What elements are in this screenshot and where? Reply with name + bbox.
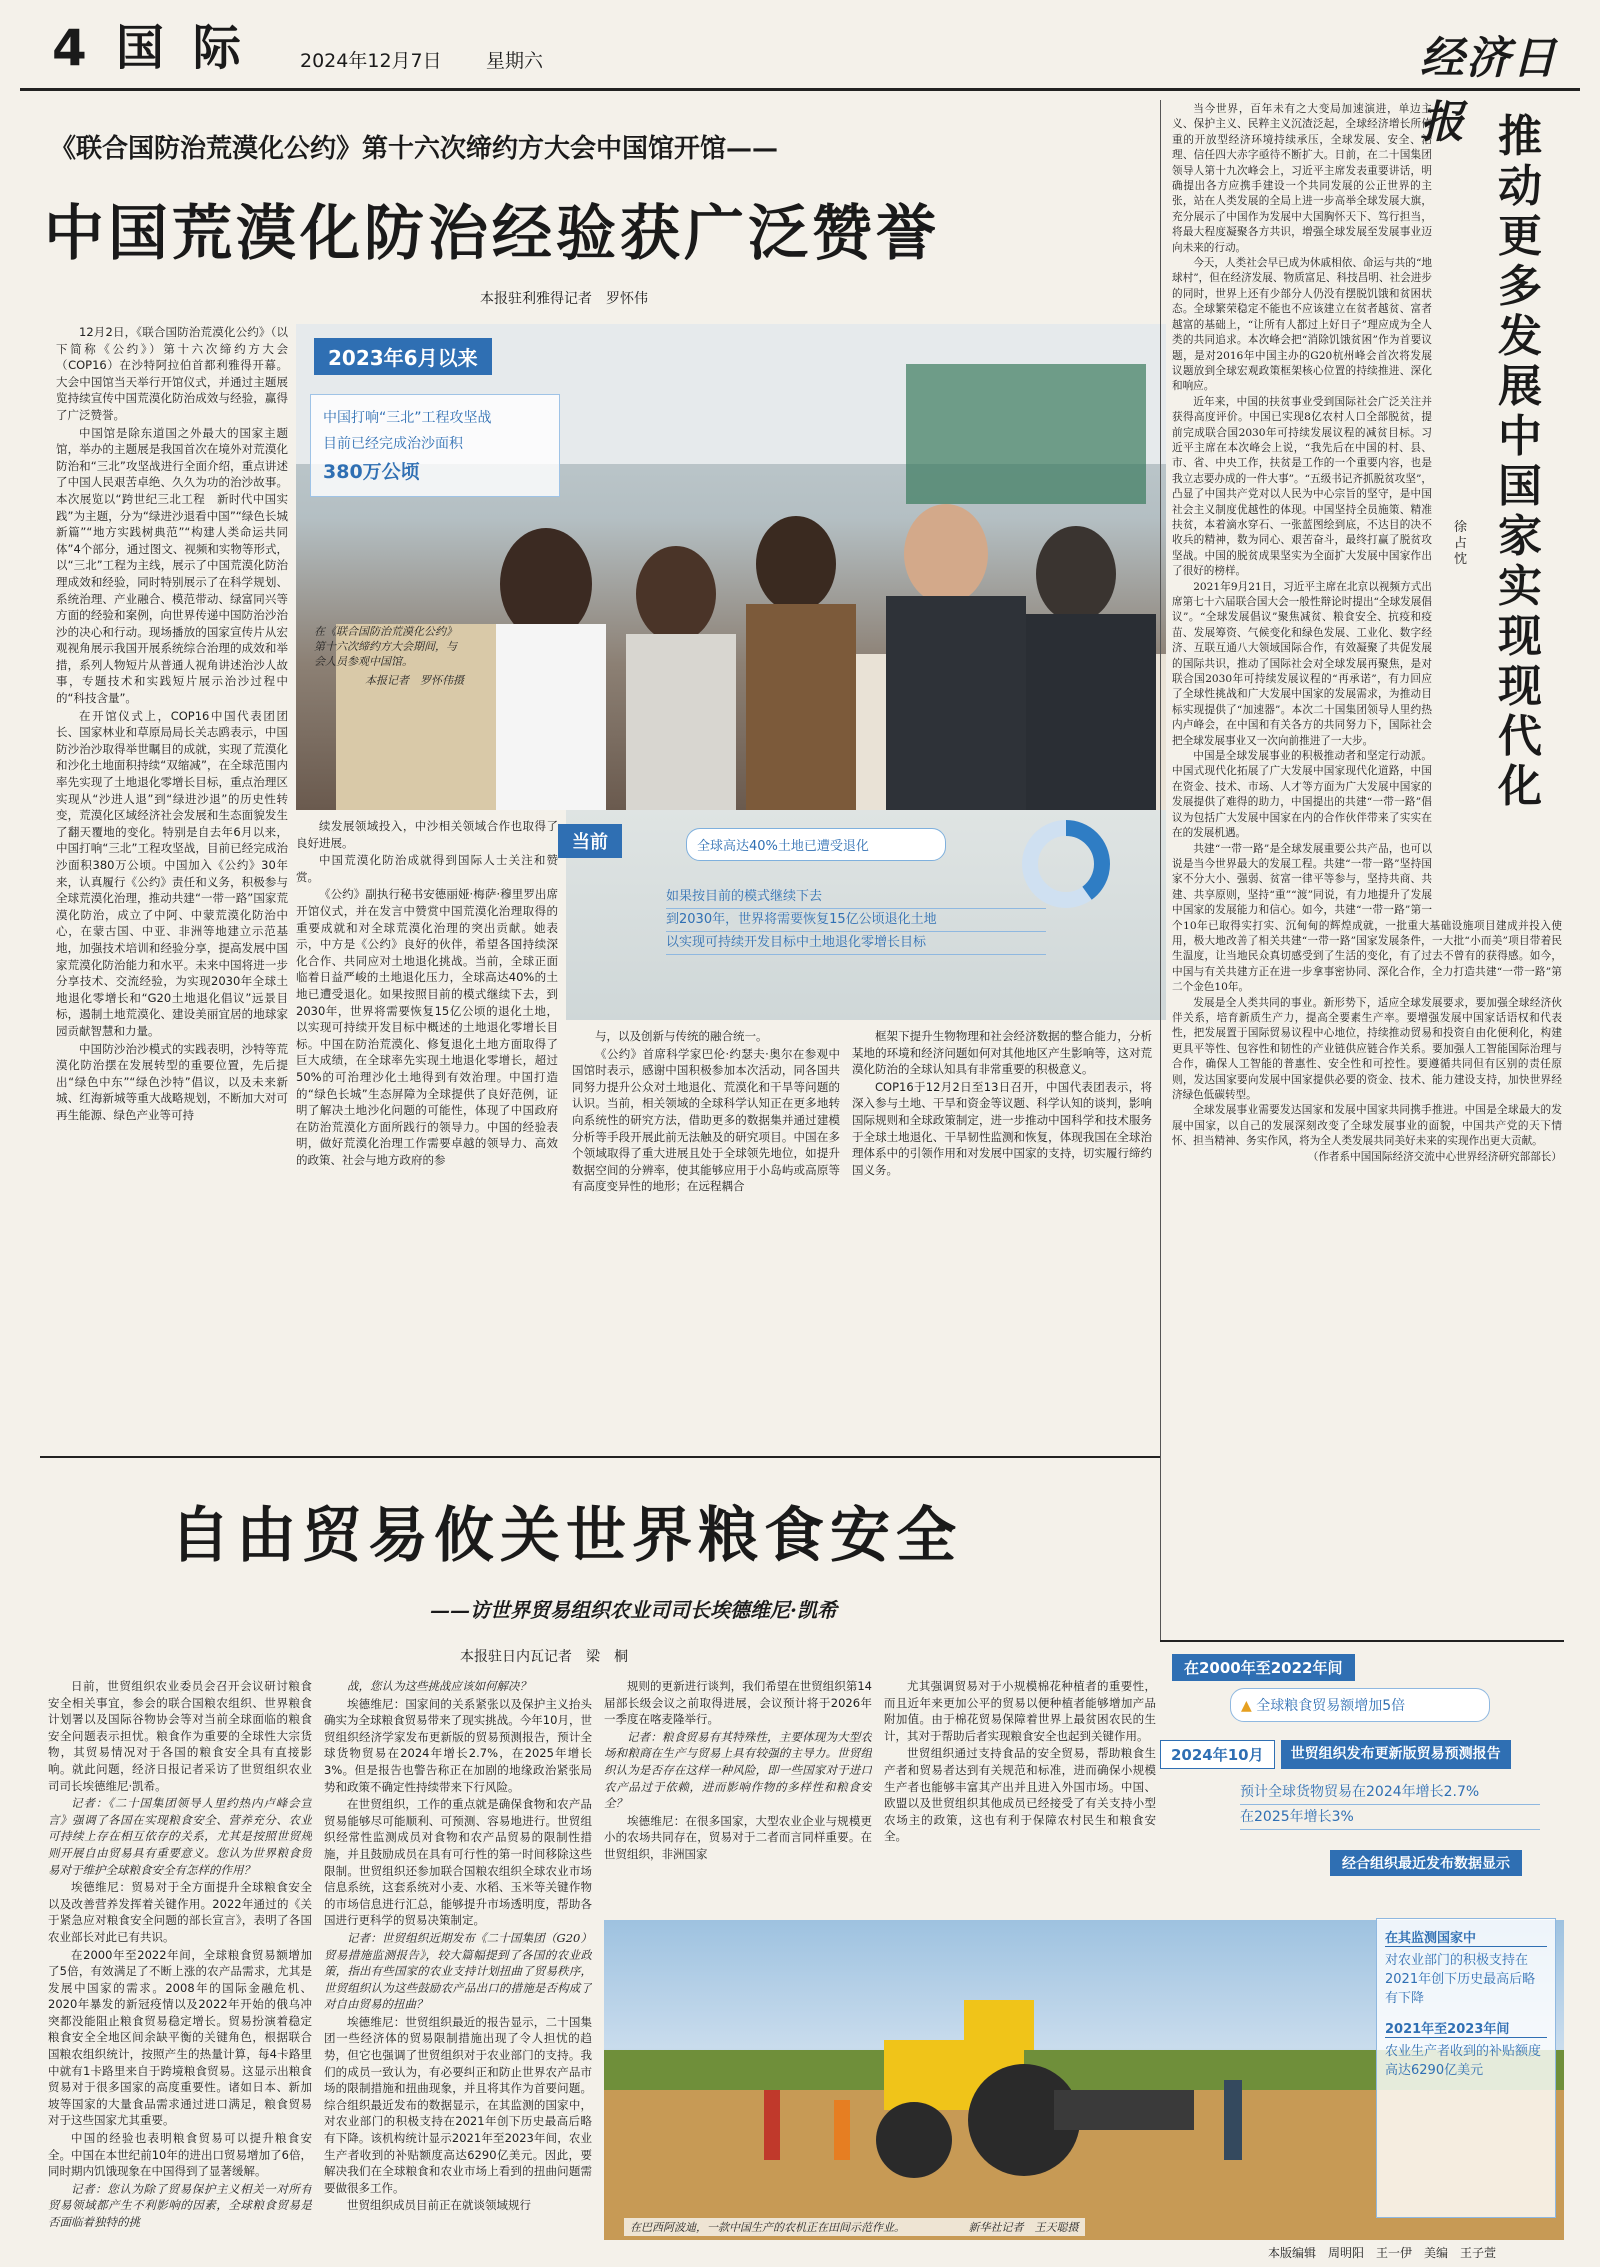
sidebar-author-note: （作者系中国国际经济交流中心世界经济研究部部长） [1307, 1150, 1562, 1163]
sidebar-p3: 近年来，中国的扶贫事业受到国际社会广泛关注并获得高度评价。中国已实现8亿农村人口全部脱贫，提前完成联合国2030年可持续发展议程的减贫目标。习近平主席在本次峰会上说，“我先后在中国的村、县、市、省、中央工作，扶贫是工作的一个重要内容，也是我立志要办成的一件大事”。“五级书记齐抓脱贫攻坚”，凸显了中国共产党对以人民为中心宗旨的坚守，是中国社会主义制度优越性的体现。中国坚持全员施策、精准扶贫，本着滴水穿石、一张蓝图绘到底，不达目的决不收兵的精神，数为同心、艰苦奋斗，最终打赢了脱贫攻坚战。中国的脱贫成果坚实为全面扩大发展中国家作出了很好的榜样。 [1172, 395, 1432, 578]
sidebar-p5: 中国是全球发展事业的积极推动者和坚定行动派。中国式现代化拓展了广大发展中国家现代化道路，中国在资金、技术、市场、人才等方面为广大发展中国家的发展提供了难得的助力，中国提出的共建“一带一路”倡议为包括广大发展中国家在内的合作伙伴带来了实实在在的发展机遇。 [1172, 750, 1432, 840]
paper-logo: 经济日报 [1420, 33, 1558, 148]
article2-column-1 [48, 1678, 312, 2246]
sidebar-body [1172, 102, 1562, 1638]
article2-byline: 本报驻日内瓦记者 梁 桐 [460, 1649, 628, 1665]
article1-column-1 [56, 324, 288, 1442]
infographic2-head1: 在2000年至2022年间 [1172, 1654, 1355, 1681]
article1-byline: 本报驻利雅得记者 罗怀伟 [480, 291, 648, 307]
infographic1-lower [566, 810, 1166, 1020]
article2-col2-p1: 战，您认为这些挑战应该如何解决？ [347, 1679, 531, 1693]
masthead-rule [20, 88, 1580, 91]
infographic1-stat2: 如果按目前的模式继续下去 [666, 886, 1046, 909]
infographic1-stat1: 全球高达40%土地已遭受退化 [697, 839, 869, 854]
article1-column-4 [852, 1028, 1152, 1442]
infographic1-stat4: 以实现可持续开发目标中土地退化零增长目标 [666, 932, 1046, 955]
masthead [0, 0, 1600, 148]
article2-col2-p6: 世贸组织成员目前正在就谈领域规行 [347, 2198, 531, 2213]
infographic2-item3-title: 在其监测国家中 [1385, 1927, 1547, 1947]
article2-col1-question2: 记者：您认为除了贸易保护主义相关一对所有贸易领域都产生不利影响的因素，全球粮食贸易是否面临着独特的挑 [48, 2181, 312, 2229]
article2-photo-caption [624, 2218, 1085, 2236]
infographic2-item4-text: 农业生产者收到的补贴额度高达6290亿美元 [1385, 2044, 1542, 2078]
article1-col2-p2: 中国荒漠化防治成就得到国际人士关注和赞赏。 [296, 853, 558, 884]
infographic2-item2 [1240, 1780, 1540, 1830]
footer-editors: 本版编辑 周明阳 王一伊 美编 王子萱 [1268, 2246, 1497, 2260]
sidebar-p8: 全球发展事业需要发达国家和发展中国家共同携手推进。中国是全球最大的发展中国家，以自己的发展深刻改变了全球发展事业的面貌，中国共产党的天下情怀、担当精神、务实作风，将为全人类发展共同美好未来的实现作出更大贡献。 [1172, 1104, 1562, 1148]
infographic2 [1160, 1650, 1564, 1920]
article1-col4-p2: COP16于12月2日至13日召开，中国代表团表示，将深入参与土地、干旱和资金等议题、科学认知的谈判，影响国际规则和全球政策制定，进一步推动中国科学和技术服务于全球土地退化、干旱韧性监测和恢复，体现我国在全球治理体系中的引领作用和对发展中国家的支持，切实履行缔约国义务。 [852, 1079, 1152, 1177]
article1-column-3 [572, 1028, 840, 1442]
infographic2-item2b: 在2025年增长3% [1240, 1805, 1540, 1830]
infographic1-line2: 目前已经完成治沙面积 [323, 436, 463, 452]
article1-col4-p1: 框架下提升生物物理和社会经济数据的整合能力，分析某地的环境和经济问题如何对其他地区产生影响等，这对荒漠化防治的全球认知具有非常重要的积极意义。 [852, 1029, 1152, 1077]
article1-column-2 [296, 818, 558, 1442]
article1-photo [296, 324, 1166, 810]
article2-column-2 [324, 1678, 592, 2246]
arrow-up-icon: ▲ [1241, 1698, 1257, 1714]
article2-col3-p3: 埃德维尼：在很多国家，大型农业企业与规模更小的农场共同存在，贸易对于二者而言同样重要。在世贸组织，非洲国家 [604, 1813, 872, 1861]
infographic1-stat-bubble [686, 828, 946, 861]
infographic1-line1: 中国打响“三北”工程攻坚战 [323, 410, 492, 426]
article2-col2-p5: 埃德维尼：世贸组织最近的报告显示，二十国集团一些经济体的贸易限制措施出现了令人担忧的趋势，但它也强调了世贸组织对于农业部门的支持。我们的成员一致认为，有必要纠正和防止世界农产品市场的限制措施和扭曲现象，并且将其作为首要问题。综合组织最近发布的数据显示，在其监测的国家中，对农业部门的积极支持在2021年创下历史最高后略有下降。该机构统计显示2021年至2023年间，农业生产者收到的补贴额度高达6290亿美元。因此，要解决我们在全球粮食和农业市场上看到的扭曲问题需要做很多工作。 [324, 2014, 592, 2195]
article2-subhead: ——访世界贸易组织农业司司长埃德维尼·凯希 [430, 1598, 837, 1622]
infographic2-head4: 2021年至2023年间 [1385, 2018, 1547, 2038]
infographic1-value: 380万公顷 [323, 461, 420, 483]
article2-col3-question4: 记者：粮食贸易有其特殊性，主要体现为大型农场和粮商在生产与贸易上具有较强的主导力。世贸组织认为是否存在这样一种风险，即一些国家对于进口农产品过于依赖，进而影响作物的多样性和粮食安全？ [604, 1729, 872, 1811]
article1-headline: 中国荒漠化防治经验获广泛赞誉 [44, 199, 940, 269]
article1-col3-p1: 与，以及创新与传统的融合统一。 [595, 1029, 768, 1043]
sidebar-divider [1160, 100, 1161, 1640]
article1-col1-p4: 中国防沙治沙模式的实践表明，沙特等荒漠化防治摆在发展转型的重要位置，先后提出“绿色中东”“绿色沙特”倡议，以及未来新城、红海新城等重大战略规划，不断加大对可再生能源、绿色产业等可持 [56, 1041, 288, 1122]
article2-col2-p3: 在世贸组织，工作的重点就是确保食物和农产品贸易能够尽可能顺利、可预测、容易地进行。世贸组织经常性监测成员对食物和农产品贸易的限制性措施，并且鼓励成员在具有可行性的第一时间移除这些限制。世贸组织还参加联合国粮农组织全球农业市场信息系统，这套系统对小麦、水稻、玉米等关键作物的市场信息进行汇总，能够提升市场透明度，帮助各国进行更科学的贸易决策制定。 [324, 1797, 592, 1928]
article1-col1-p1: 12月2日，《联合国防治荒漠化公约》（以下简称《公约》）第十六次缔约方大会（COP16）在沙特阿拉伯首都利雅得开幕。大会中国馆当天举行开馆仪式，并通过主题展览持续宣传中国荒漠化防治成效与经验，赢得了广泛赞誉。 [56, 325, 288, 422]
infographic2-head3: 经合组织最近发布数据显示 [1330, 1850, 1522, 1876]
sidebar-p6: 共建“一带一路”是全球发展重要公共产品，也可以说是当今世界最大的发展工程。共建“一带一路”坚持国家不分大小、强弱、贫富一律平等参与，坚持共商、共建、共享原则，坚持“重”“渡”同说，有力地提升了发展中国家的发展能力和信心。如今，共建“一带一路”第一个10年已取得实打实、沉甸甸的辉煌成就，一批重大基础设施项目建成并投入使用，极大地改善了相关共建“一带一路”国家发展条件，一大批“小而美”项目带着民生温度，让当地民众真切感受到了生活的变化，有了过去不曾有的获得感。如今，中国与有关共建方正在进一步拿事密协同、深化合作，全力打造共建“一带一路”第二个金色10年。 [1172, 842, 1562, 994]
article1-kicker: 《联合国防治荒漠化公约》第十六次缔约方大会中国馆开馆—— [50, 134, 779, 164]
infographic2-item2a: 预计全球货物贸易在2024年增长2.7% [1240, 1780, 1540, 1805]
infographic2-head2-date: 2024年10月 [1160, 1740, 1275, 1769]
article2-col1-p4: 在2000年至2022年间，全球粮食贸易额增加了5倍，有效满足了不断上涨的农产品需求，尤其是发展中国家的需求。2008年的国际金融危机、2020年暴发的新冠疫情以及2022年开始的俄乌冲突都没能阻止粮食贸易稳定增长。贸易扮演着稳定粮食安全全地区间余缺平衡的关键角色，根据联合国粮农组织统计，按照产生的热量计算，每4卡路里中就有1卡路里来自于跨境粮食贸易。这显示出粮食贸易对于很多国家的高度重要性。诸如日本、新加坡等国家的大量食品需求通过进口满足，粮食贸易对于这些国家尤其重要。 [48, 1947, 312, 2128]
issue-date: 2024年12月7日 [300, 50, 442, 72]
article1-photo-caption: 在《联合国防治荒漠化公约》第十六次缔约方大会期间，与会人员参观中国馆。 [314, 625, 457, 668]
article1-col2-p3: 《公约》副执行秘书安德丽娅·梅萨·穆里罗出席开馆仪式，并在发言中赞赏中国荒漠化治理取得的重要成就和对全球荒漠化治理的突出贡献。她表示，中方是《公约》良好的伙伴，希望各国持续深化合作、共同应对土地退化挑战。当前，全球正面临着日益严峻的土地退化压力，全球高达40%的土地已遭受退化。如果按照目前的模式继续下去，到2030年，世界将需要恢复15亿公顷的退化土地，以实现可持续开发目标中概述的土地退化零增长目标。中国在防治荒漠化、修复退化土地方面取得了巨大成绩，在全球率先实现土地退化零增长，超过50%的可治理沙化土地得到有效治理。中国打造的“绿色长城”生态屏障为全球提供了良好范例，证明了解决土地沙化问题的可能性，体现了中国政府在防治荒漠化方面所践行的领导力。中国的经验表明，做好荒漠化治理工作需要卓越的领导力、高效的政策、社会与地方政府的参 [296, 887, 558, 1167]
article2-col4-p1: 尤其强调贸易对于小规模棉花种植者的重要性，而且近年来更加公平的贸易以便种植者能够增加产品附加值。由于棉花贸易保障着世界上最贫困农民的生计，其对于帮助后者实现粮食安全也起到关键作用。 [884, 1679, 1156, 1743]
article2-col1-p5: 中国的经验也表明粮食贸易可以提升粮食安全。中国在本世纪前10年的进出口贸易增加了6倍，同时期内饥饿现象在中国得到了显著缓解。 [48, 2131, 312, 2179]
section-title: 国 际 [116, 20, 247, 76]
infographic2-item3-text: 对农业部门的积极支持在2021年创下历史最高后略有下降 [1385, 1953, 1536, 2006]
infographic2-item1-text: 全球粮食贸易额增加5倍 [1256, 1698, 1406, 1714]
article1-col2-p1: 续发展领域投入，中沙相关领域合作也取得了良好进展。 [296, 819, 558, 850]
sidebar-author: 徐占忱 [1454, 520, 1468, 567]
article2-col4-p2: 世贸组织通过支持食品的安全贸易，帮助粮食生产者和贸易者达到有关规范和标准，进而确保小规模生产者也能够丰富其产出并且进入外国市场。中国、欧盟以及世贸组织其他成员已经接受了有关支持小型农场主的政策，这也有利于保障农村民生和粮食安全。 [884, 1746, 1156, 1844]
sidebar-bottom-rule [1160, 1640, 1564, 1642]
article2-column-4 [884, 1678, 1156, 1914]
infographic1-date-tag: 2023年6月以来 [314, 338, 492, 375]
article2-col3-p1: 规则的更新进行谈判，我们希望在世贸组织第14届部长级会议之前取得进展，会议预计将于2026年一季度在喀麦隆举行。 [604, 1679, 872, 1727]
article1-col3-p2: 《公约》首席科学家巴伦·约瑟夫·奥尔在参观中国馆时表示，感谢中国积极参加本次活动，同各国共同努力提升公众对土地退化、荒漠化和干旱等问题的认识。当前，相关领域的全球科学认知正在更多地转向系统性的研究方法，借助更多的数据集并通过建模分析等手段开展此前无法触及的研究项目。中国在多个领域取得了重大进展且处于全球领先地位，如提升数据空间的分辨率，使其能够应用于小岛屿或高原等有高度变异性的地形；在远程耦合 [572, 1046, 840, 1194]
article1-col1-p3: 在开馆仪式上，COP16中国代表团团长、国家林业和草原局局长关志鸥表示，中国防沙治沙取得举世瞩目的成就，实现了荒漠化和沙化土地面积持续“双缩减”，在全球范围内率先实现了土地退化零增长目标，重点治理区实现从“沙进人退”到“绿进沙退”的历史性转变，荒漠化区域经济社会发展和生态面貌发生了翻天覆地的变化。特别是自去年6月以来，中国打响“三北”工程攻坚战，目前已经完成治沙面积380万公顷。中国加入《公约》30年来，认真履行《公约》责任和义务，积极参与全球荒漠化治理，推动共建“一带一路”国家荒漠化防治，成立了中阿、中蒙荒漠化防治中心，在蒙古国、中亚、非洲等地建立示范基地，加强技术培训和经验分享，提高发展中国家荒漠化防治能力和水平。未来中国将进一步分享技术、交流经验，为实现2030年全球土地退化零增长和“G20土地退化倡议”远景目标，遏制土地荒漠化、建设美丽宜居的地球家园贡献智慧和力量。 [56, 708, 288, 1038]
article2-photo-credit: 新华社记者 王天聪摄 [968, 2221, 1079, 2234]
article1-photo-credit: 本报记者 罗怀伟摄 [365, 674, 464, 687]
infographic2-head2 [1160, 1740, 1564, 1769]
infographic2-item1 [1230, 1688, 1490, 1722]
sidebar-p4: 2021年9月21日，习近平主席在北京以视频方式出席第七十六届联合国大会一般性辩论时提出“全球发展倡议”。“全球发展倡议”聚焦减贫、粮食安全、抗疫和疫苗、发展筹资、气候变化和绿色发展、工业化、数字经济、互联互通八大领域国际合作，有效凝聚了共促发展的国际共识，推动了国际社会对全球发展再聚焦，是对联合国2030年可持续发展议程的“再承诺”，有力回应了全球性挑战和广大发展中国家的发展需求，为推动目标实现提供了“加速器”。本次二十国集团领导人里约热内卢峰会，在中国和有关各方的共同努力下，国际社会把全球发展事业又一次向前推进了一大步。 [1172, 580, 1432, 747]
article2-column-3 [604, 1678, 872, 1914]
sidebar-title-text: 推动更多发展中国家实现现代化 [1498, 111, 1542, 812]
article1-photo-caption-box [314, 624, 464, 688]
infographic1-panel [310, 394, 560, 497]
article2-col1-p1: 日前，世贸组织农业委员会召开会议研讨粮食安全相关事宜，参会的联合国粮农组织、世界粮食计划署以及国际谷物协会等对当前全球面临的粮食安全问题表示担忧。粮食作为重要的全球性大宗货物，其贸易情况对于各国的粮食安全具有直接影响。就此问题，经济日报记者采访了世贸组织农业司司长埃德维尼·凯希。 [48, 1679, 312, 1793]
sidebar-p2: 今天，人类社会早已成为休戚相依、命运与共的“地球村”，但在经济发展、物质富足、科技昌明、社会进步的同时，世界上还有少部分人仍没有摆脱饥饿和贫困状态。全球繁荣稳定不能也不应该建立在贫者越贫、富者越富的基础上，“让所有人都过上好日子”理应成为全人类的共同追求。本次峰会把“消除饥饿贫困”作为首要议题，是对2016年中国主办的G20杭州峰会首次将发展议题放到全球宏观政策框架核心位置的持续推进、深化和响应。 [1172, 257, 1432, 393]
infographic2-head2-title: 世贸组织发布更新版贸易预测报告 [1281, 1740, 1511, 1769]
article2-col2-question3: 记者：世贸组织近期发布《二十国集团（G20）贸易措施监测报告》，较大篇幅提到了各国的农业政策，指出有些国家的农业支持计划扭曲了贸易秩序，世贸组织认为这些鼓励农产品出口的措施是否构成了对自由贸易的扭曲？ [324, 1930, 592, 2012]
page-number: 4 [52, 19, 87, 77]
article2-col2-p2: 埃德维尼：国家间的关系紧张以及保护主义抬头确实为全球粮食贸易带来了现实挑战。今年10月，世贸组织经济学家发布更新版的贸易预测报告，预计全球货物贸易在2024年增长2.7%，在2025年增长3%。但是报告也警告称正在加剧的地缘政治紧张局势和政策不确定性持续带来下行风险。 [324, 1696, 592, 1794]
sidebar-p1: 当今世界，百年未有之大变局加速演进，单边主义、保护主义、民粹主义沉渣泛起，全球经济增长所倚重的开放型经济环境持续承压，全球发展、安全、治理、信任四大赤字亟待不断扩大。日前，在二十国集团领导人第十九次峰会上，习近平主席发表重要讲话，明确提出各方应携手建设一个共同发展的公正世界的主张，站在人类发展的全局上进一步高举全球发展大旗，充分展示了中国作为发展中大国胸怀天下、笃行担当，将最大程度凝聚各方共识，增强全球发展至发展事业迈向未来的行动。 [1172, 103, 1432, 254]
article2-photo-caption-text: 在巴西阿波迪，一款中国生产的农机正在田间示范作业。 [630, 2221, 905, 2234]
infographic2-lower [1376, 1918, 1556, 2218]
article1-col1-p2: 中国馆是除东道国之外最大的国家主题馆，举办的主题展是我国首次在境外对荒漠化防治和“三北”攻坚战进行全面介绍，重点讲述了中国人民艰苦卓绝、久久为功的治沙故事。本次展览以“跨世纪三北工程 新时代中国实践”为主题，分为“绿进沙退看中国”“绿色长城新篇”“地方实践树典范”“构建人类命运共同体”4个部分，通过图文、视频和实物等形式，以“三北”工程为主线，展示了中国荒漠化防治理成效和经验，同时特别展示了在科学规划、系统治理、产业融合、模范带动、绿富同兴等方面的经验和案例，向世界传递中国防治沙治沙的决心和行动。现场播放的国家宣传片从宏观视角展示我国开展系统综合治理的成效和举措，系列人物短片从普通人视角讲述治沙人故事，专题技术和实践短片展示治沙过程中的“科技含量”。 [56, 425, 288, 706]
article2-col1-p3: 埃德维尼：贸易对于全方面提升全球粮食安全以及改善营养发挥着关键作用。2022年通过的《关于紧急应对粮食安全问题的部长宣言》，表明了各国农业部长对此已有共识。 [48, 1880, 312, 1944]
article2-headline: 自由贸易攸关世界粮食安全 [170, 1501, 962, 1571]
article-divider [40, 1456, 1160, 1458]
article2-col1-question1: 记者：《二十国集团领导人里约热内卢峰会宣言》强调了各国在实现粮食安全、营养充分、农业可持续上存在相互依存的关系，尤其是按照世贸规则开展自由贸易具有重要意义。您认为世界粮食贸易对于维护全球粮食安全有怎样的作用？ [48, 1796, 312, 1877]
infographic1-stat3: 到2030年，世界将需要恢复15亿公顷退化土地 [666, 909, 1046, 932]
issue-weekday: 星期六 [486, 50, 544, 72]
infographic1-current-tag: 当前 [558, 824, 622, 858]
sidebar-p7: 发展是全人类共同的事业。新形势下，适应全球发展要求，要加强全球经济伙伴关系，培育新质生产力，提高全要素生产率。要增强发展中国家话语权和代表性，把发展置于国际贸易议程中心地位，持续推动贸易和投资自由化便利化，构建更具平等性、包容性和韧性的产业链供应链合作关系。要加强人工智能国际治理与合作，确保人工智能的普惠性、安全性和可控性。要遵循共同但有区别的责任原则，发达国家要向发展中国家提供必要的资金、技术、能力建设支持，加快世界经济绿色低碳转型。 [1172, 996, 1562, 1101]
sidebar-title-spacer [1432, 102, 1562, 912]
infographic1-stat-list [666, 886, 1046, 955]
